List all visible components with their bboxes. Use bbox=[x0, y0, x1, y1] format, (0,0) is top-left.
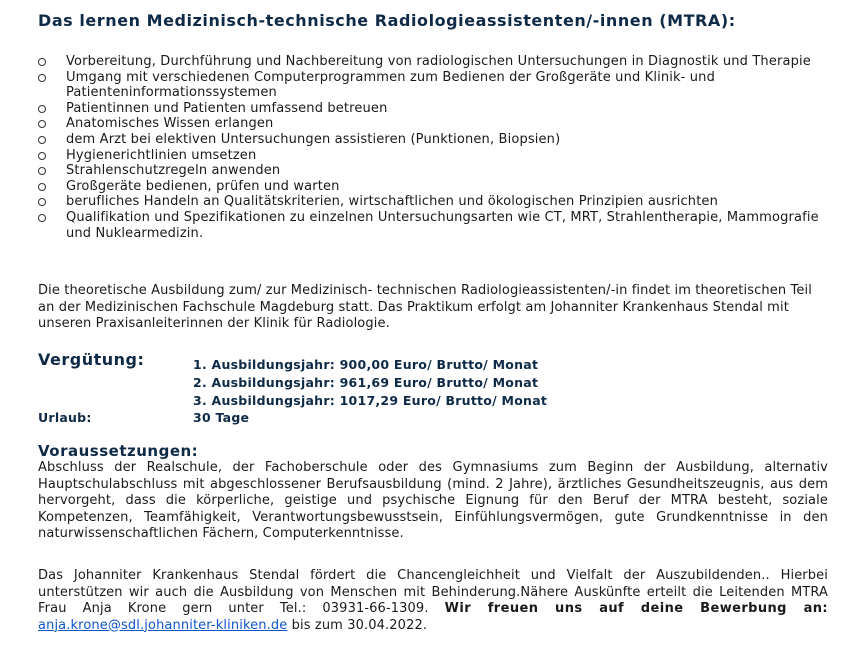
circle-bullet-icon bbox=[38, 120, 46, 128]
voraussetzungen-paragraph: Abschluss der Realschule, der Fachoberschule oder des Gymnasiums zum Beginn der Ausbildung, alternativ Hauptschulabschluss mit abgeschlossener Berufsausbildung (mind. 2 Jahre), ärztliches Gesundheitszeugnis, aus dem hervorgeht, dass die körperliche, geistige und psychische Eignung für den Beruf der MTRA besteht, soziale Kompetenzen, Teamfähigkeit, Verantwortungsbewusstsein, Einfühlungsvermögen, gute Grundkenntnisse in den naturwissenschaftlichen Fächern, Computerkenntnisse. bbox=[38, 460, 828, 541]
circle-bullet-icon bbox=[38, 136, 46, 144]
circle-bullet-icon bbox=[38, 74, 46, 82]
list-item: Strahlenschutzregeln anwenden bbox=[38, 163, 838, 179]
list-item: Anatomisches Wissen erlangen bbox=[38, 116, 838, 132]
list-item: Hygienerichtlinien umsetzen bbox=[38, 148, 838, 164]
email-link[interactable]: anja.krone@sdl.johanniter-kliniken.de bbox=[38, 617, 288, 633]
verguetung-heading: Vergütung: bbox=[38, 350, 145, 369]
closing-invitation: Wir freuen uns auf deine Bewerbung an: bbox=[444, 601, 828, 616]
page-title: Das lernen Medizinisch-technische Radiologieassistenten/-innen (MTRA): bbox=[38, 11, 736, 30]
deadline-text: bis zum 30.04.2022. bbox=[291, 617, 428, 633]
list-item: Großgeräte bedienen, prüfen und warten bbox=[38, 179, 838, 195]
circle-bullet-icon bbox=[38, 198, 46, 206]
urlaub-value: 30 Tage bbox=[193, 410, 250, 425]
list-item: dem Arzt bei elektiven Untersuchungen assistieren (Punktionen, Biopsien) bbox=[38, 132, 838, 148]
salary-list bbox=[193, 356, 547, 410]
theory-paragraph: Die theoretische Ausbildung zum/ zur Medizinisch- technischen Radiologieassistenten/-in findet im theoretischen Teil an der Medizinischen Fachschule Magdeburg statt. Das Praktikum erfolgt am Johanniter Krankenhaus Stendal mit unseren Praxisanleiterinnen der Klinik für Radiologie. bbox=[38, 283, 812, 331]
list-item: Umgang mit verschiedenen Computerprogrammen zum Bedienen der Großgeräte und Klinik- und Patienteninformationssystemen bbox=[38, 70, 838, 101]
closing-text: Das Johanniter Krankenhaus Stendal fördert die Chancengleichheit und Vielfalt der Auszubildenden.. Hierbei unterstützen wir auch die Ausbildung von Menschen mit Behinderung.Nähere Auskünfte erteilt die Leitenden MTRA Frau Anja Krone gern unter Tel.: 03931-66-1309. bbox=[38, 568, 828, 616]
list-item: Patientinnen und Patienten umfassend betreuen bbox=[38, 101, 838, 117]
urlaub-label: Urlaub: bbox=[38, 410, 92, 425]
list-item: Vorbereitung, Durchführung und Nachbereitung von radiologischen Untersuchungen in Diagnostik und Therapie bbox=[38, 54, 838, 70]
circle-bullet-icon bbox=[38, 183, 46, 191]
salary-year-1: 1. Ausbildungsjahr: 900,00 Euro/ Brutto/ Monat bbox=[193, 357, 539, 372]
circle-bullet-icon bbox=[38, 152, 46, 160]
salary-year-2: 2. Ausbildungsjahr: 961,69 Euro/ Brutto/ Monat bbox=[193, 375, 539, 390]
task-list bbox=[38, 54, 838, 241]
circle-bullet-icon bbox=[38, 105, 46, 113]
circle-bullet-icon bbox=[38, 58, 46, 66]
circle-bullet-icon bbox=[38, 214, 46, 222]
list-item: berufliches Handeln an Qualitätskriterien, wirtschaftlichen und ökologischen Prinzipien ausrichten bbox=[38, 194, 838, 210]
voraussetzungen-heading: Voraussetzungen: bbox=[38, 442, 199, 460]
salary-year-3: 3. Ausbildungsjahr: 1017,29 Euro/ Brutto/ Monat bbox=[193, 393, 548, 408]
circle-bullet-icon bbox=[38, 167, 46, 175]
list-item: Qualifikation und Spezifikationen zu einzelnen Untersuchungsarten wie CT, MRT, Strahlentherapie, Mammografie und Nuklearmedizin. bbox=[38, 210, 838, 241]
closing-paragraph bbox=[38, 568, 828, 634]
